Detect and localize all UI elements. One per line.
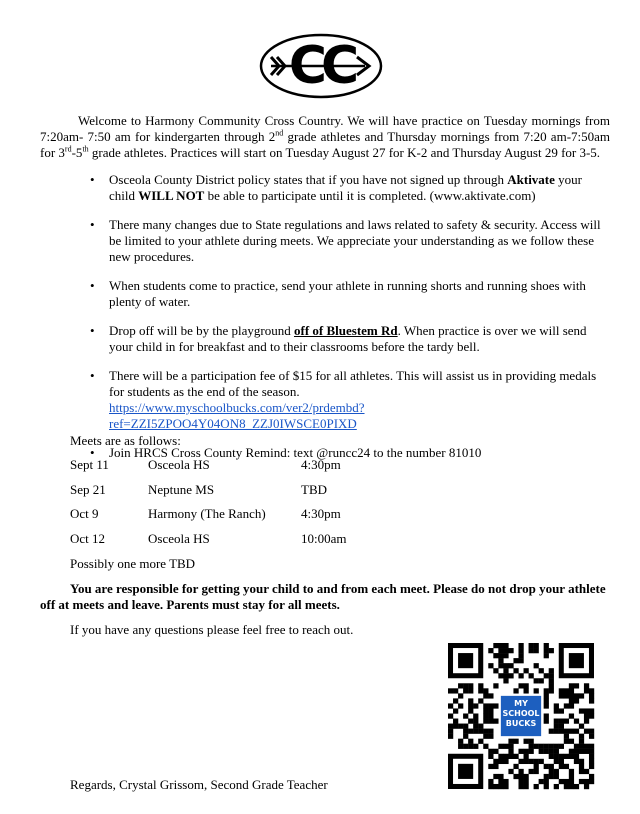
- badge-text: MY: [514, 698, 528, 708]
- meets-table: [70, 457, 421, 555]
- list-item: • There will be a participation fee of $15 for all athletes. This will assist us in providing medals for students as the end of the season. https://www.myschoolbucks.com/ver2/prdembd?ref=ZZI5ZPOO4Y04ON8_ZZJ0IWSCE0PIXD: [74, 368, 610, 432]
- meet-date: Sept 11: [70, 457, 109, 472]
- meet-time: 4:30pm: [301, 506, 341, 521]
- list-item: • When students come to practice, send your athlete in running shorts and running shoes with plenty of water.: [74, 278, 610, 310]
- signature-line: Regards, Crystal Grissom, Second Grade Teacher: [70, 777, 328, 792]
- list-item: • There many changes due to State regulations and laws related to safety & security. Access will be limited to your athlete during meets. We appreciate your understanding as we follow these new procedures.: [74, 217, 610, 265]
- meet-date: Sep 21: [70, 481, 106, 497]
- info-list: [74, 172, 610, 461]
- badge-text: BUCKS: [505, 718, 537, 728]
- payment-link[interactable]: https://www.myschoolbucks.com/ver2/prdembd?ref=ZZI5ZPOO4Y04ON8_ZZJ0IWSCE0PIXD: [109, 400, 365, 431]
- list-item: • Join HRCS Cross County Remind: text @runcc24 to the number 81010: [74, 445, 610, 461]
- meet-time: 4:30pm: [301, 457, 341, 472]
- list-item: • Drop off will be by the playground off of Bluestem Rd. When practice is over we will send your child in for breakfast and to their classrooms before the tardy bell.: [74, 323, 610, 355]
- badge-text: SCHOOL: [502, 708, 540, 718]
- table-row: [70, 506, 421, 531]
- intro-paragraph: Welcome to Harmony Community Cross Country. We will have practice on Tuesday mornings from 7:20am- 7:50 am for kindergarten through 2nd grade athletes and Thursday mornings from 7:20 am-7:50am for 3rd-5th grade athletes. Practices will start on Tuesday August 27 for K-2 and Thursday August 29 for 3-5.: [40, 113, 611, 160]
- list-item: • Osceola County District policy states that if you have not signed up through Aktivate your child WILL NOT be able to participate until it is completed. (www.aktivate.com): [74, 172, 610, 204]
- meet-place: Osceola HS: [148, 457, 210, 472]
- meet-time: TBD: [301, 481, 327, 497]
- meet-place: Harmony (The Ranch): [148, 506, 266, 521]
- parent-warning: You are responsible for getting your child to and from each meet. Please do not drop your athlete off at meets and leave. Parents must stay for all meets.: [40, 581, 606, 612]
- cross-country-logo: [259, 33, 383, 99]
- meet-place: Neptune MS: [148, 481, 215, 497]
- meet-date: Oct 12: [70, 530, 106, 546]
- qr-code: [446, 642, 596, 790]
- meet-time: 10:00am: [301, 530, 347, 546]
- meets-heading: Meets are as follows:: [70, 433, 181, 448]
- logo-text: CC: [288, 36, 354, 96]
- table-row: [70, 531, 421, 556]
- meet-date: Oct 9: [70, 506, 99, 521]
- table-row: [70, 482, 421, 507]
- table-row: [70, 457, 421, 482]
- questions-text: If you have any questions please feel free to reach out.: [70, 622, 354, 637]
- meet-place: Osceola HS: [148, 530, 210, 546]
- meets-note: Possibly one more TBD: [70, 556, 196, 571]
